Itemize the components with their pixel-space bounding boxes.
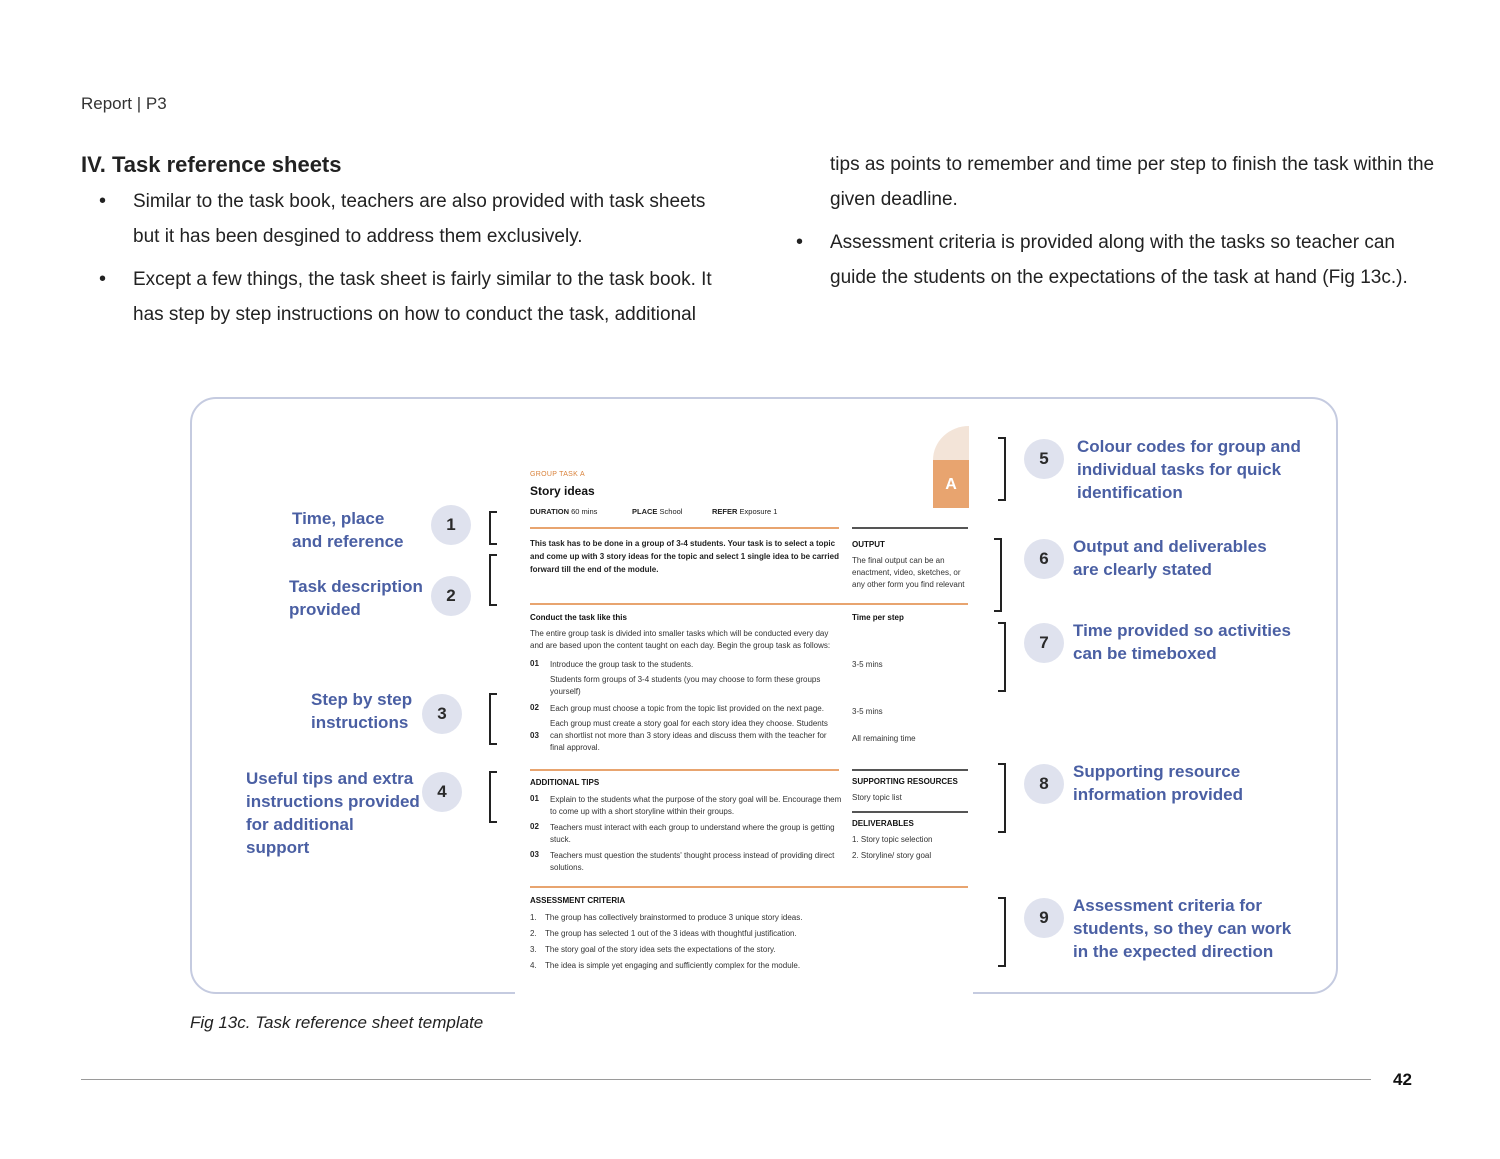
tip-number: 03 [530,850,539,859]
bracket-right-icon [996,622,1008,692]
tip-text: Teachers must question the students' thought process instead of providing direct solutions. [550,851,835,872]
callout-label-8: Supporting resource information provided [1073,762,1243,804]
tip-number: 02 [530,822,539,831]
callout-badge-4: 4 [422,772,462,812]
divider [530,527,839,529]
assessment-number: 3. [530,945,537,954]
tip-number: 01 [530,794,539,803]
bullet-text: Assessment criteria is provided along with the tasks so teacher can guide the students on the expectations of the task at hand (Fig 13c.). [830,232,1408,288]
tip-text: Teachers must interact with each group to understand where the group is getting stuck. [550,823,835,844]
assessment-item: The idea is simple yet engaging and sufficiently complex for the module. [545,961,801,970]
callout-badge-3: 3 [422,694,462,734]
bracket-right-icon [992,538,1004,612]
assessment-number: 2. [530,929,537,938]
callout-label-1: Time, place and reference [292,509,404,551]
step-text: Introduce the group task to the students. [550,660,694,669]
sheet-duration [530,507,597,516]
callout-badge-8: 8 [1024,764,1064,804]
sheet-title: Story ideas [530,484,595,498]
task-description: This task has to be done in a group of 3-4 students. Your task is to select a topic and come up with 3 story ideas for the topic and select 1 single idea to be carried forward till the end of the module. [530,539,839,574]
duration-value: 60 mins [571,507,598,516]
bracket-left-icon [487,511,499,545]
callout-badge-1: 1 [431,505,471,545]
divider [530,603,968,605]
sheet-kicker: GROUP TASK A [530,471,585,478]
step-text: Each group must choose a topic from the topic list provided on the next page. [550,704,824,713]
callout-label-7: Time provided so activities can be timeboxed [1073,621,1291,663]
bullet-item [81,184,731,254]
tips-heading: ADDITIONAL TIPS [530,778,600,787]
conduct-intro: The entire group task is divided into smaller tasks which will be conducted every day and are based upon the content taught on each day. Begin the group task as follows: [530,629,831,650]
bracket-right-icon [996,897,1008,967]
figure-caption: Fig 13c. Task reference sheet template [190,1013,484,1032]
callout-badge-5: 5 [1024,439,1064,479]
assessment-number: 4. [530,961,537,970]
report-header-label: Report | P3 [81,94,167,113]
assessment-heading: ASSESSMENT CRITERIA [530,896,626,905]
bullet-continuation: tips as points to remember and time per step to finish the task within the given deadline. [830,154,1435,210]
step-text: Each group must create a story goal for each story idea they choose. Students can shortlist not more than 3 story ideas and discuss them with the teacher for final approval. [550,719,828,752]
callout-badge-6: 6 [1024,539,1064,579]
step-time: 3-5 mins [852,707,883,716]
bullet-text: Except a few things, the task sheet is fairly similar to the task book. It has step by step instructions on how to conduct the task, additional [133,269,712,325]
tip-text: Explain to the students what the purpose of the story goal will be. Encourage them to come up with a short storyline within their groups. [550,795,842,816]
refer-value: Exposure 1 [739,507,778,516]
callout-badge-2: 2 [431,576,471,616]
callout-label-6: Output and deliverables are clearly stated [1073,537,1267,579]
bullet-dot-icon: • [99,190,107,212]
page-number: 42 [1393,1070,1412,1089]
bracket-right-icon [996,437,1008,501]
step-text: Students form groups of 3-4 students (you may choose to form these groups yourself) [550,675,821,696]
conduct-heading: Conduct the task like this [530,613,627,622]
divider [530,769,839,771]
bracket-right-icon [996,763,1008,833]
duration-label: DURATION [530,507,570,516]
step-number: 01 [530,659,539,668]
place-label: PLACE [632,507,658,516]
divider [852,769,968,771]
callout-badge-9: 9 [1024,898,1064,938]
callout-label-2: Task description provided [289,577,423,619]
footer-rule [81,1079,1371,1080]
place-value: School [659,507,683,516]
right-column [778,147,1438,303]
resources-heading: SUPPORTING RESOURCES [852,777,958,786]
callout-label-4: Useful tips and extra instructions provided for additional support [246,769,420,857]
callout-label-3: Step by step instructions [311,690,413,732]
divider [852,811,968,813]
bullet-dot-icon: • [99,268,107,290]
deliverable-item: 1. Story topic selection [852,835,933,844]
bullet-text: Similar to the task book, teachers are also provided with task sheets but it has been desgined to address them exclusively. [133,191,706,247]
bullet-dot-icon: • [796,231,804,253]
bracket-left-icon [487,693,499,745]
colour-code-letter: A [945,476,957,493]
output-heading: OUTPUT [852,540,885,549]
sheet-place [632,507,682,516]
bullet-item [778,225,1438,295]
assessment-number: 1. [530,913,537,922]
assessment-item: The group has selected 1 out of the 3 ideas with thoughtful justification. [545,929,797,938]
assessment-item: The group has collectively brainstormed to produce 3 unique story ideas. [545,913,803,922]
step-time: 3-5 mins [852,660,883,669]
deliverable-item: 2. Storyline/ story goal [852,851,932,860]
section-title: IV. Task reference sheets [81,152,342,177]
resources-text: Story topic list [852,793,902,802]
bullet-item [81,262,731,332]
bracket-left-icon [487,554,499,606]
divider [852,527,968,529]
divider [530,886,968,888]
assessment-item: The story goal of the story idea sets the expectations of the story. [545,945,776,954]
colour-code-tab-icon [933,426,969,508]
callout-label-5: Colour codes for group and individual tasks for quick identification [1077,437,1301,502]
step-time: All remaining time [852,734,916,743]
sheet-refer [712,507,777,516]
step-number: 02 [530,703,539,712]
callout-badge-7: 7 [1024,623,1064,663]
step-number: 03 [530,731,539,740]
refer-label: REFER [712,507,738,516]
time-heading: Time per step [852,613,904,622]
deliverables-heading: DELIVERABLES [852,819,914,828]
bracket-left-icon [487,771,499,823]
callout-label-9: Assessment criteria for students, so they can work in the expected direction [1073,896,1292,961]
left-column [81,184,731,340]
task-sheet [515,418,973,998]
output-text: The final output can be an enactment, video, sketches, or any other form you find relevant [852,556,965,589]
